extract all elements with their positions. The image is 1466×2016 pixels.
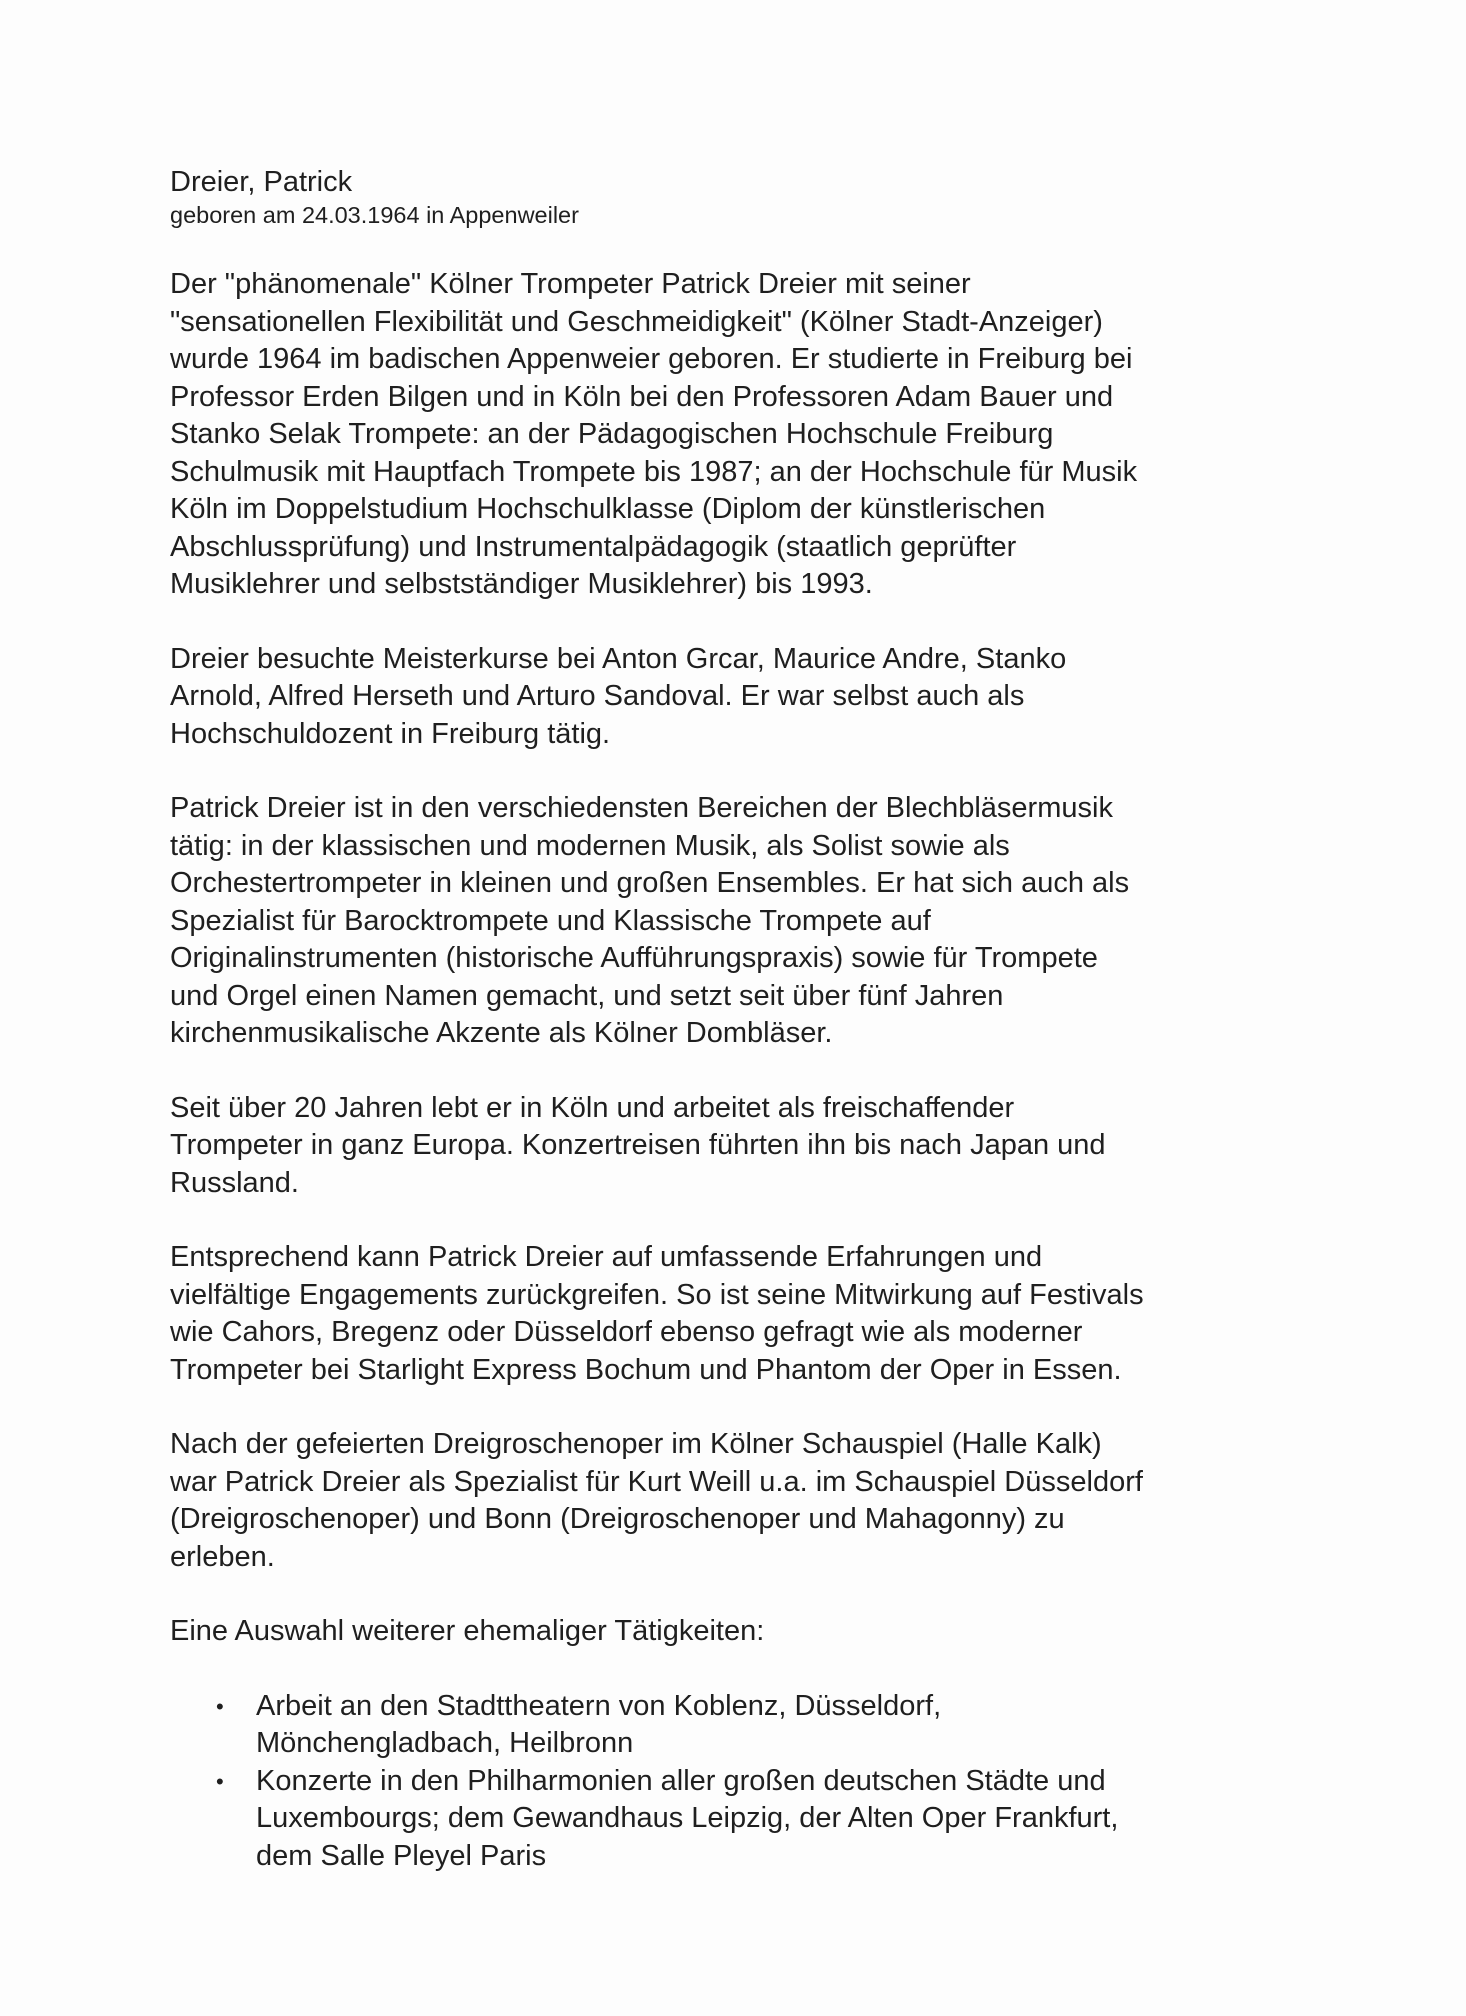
activities-list bbox=[170, 1688, 1320, 1876]
bullet-icon: • bbox=[216, 1693, 224, 1719]
document-content bbox=[170, 164, 1320, 1875]
paragraph-line: Abschlussprüfung) und Instrumentalpädagogik (staatlich geprüfter bbox=[170, 530, 1017, 563]
paragraph-line: Originalinstrumenten (historische Aufführungspraxis) sowie für Trompete bbox=[170, 942, 1098, 974]
paragraph-line: Nach der gefeierten Dreigroschenoper im Kölner Schauspiel (Halle Kalk) bbox=[170, 1428, 1102, 1460]
paragraph-line: kirchenmusikalische Akzente als Kölner Dombläser. bbox=[170, 1017, 833, 1049]
paragraph-line: Orchestertrompeter in kleinen und großen Ensembles. Er hat sich auch als bbox=[170, 867, 1130, 899]
paragraph-line: Musiklehrer und selbstständiger Musiklehrer) bis 1993. bbox=[170, 568, 873, 600]
paragraph bbox=[170, 790, 1320, 1053]
paragraph-line: Köln im Doppelstudium Hochschulklasse (Diplom der künstlerischen bbox=[170, 493, 1046, 525]
paragraph-line: wie Cahors, Bregenz oder Düsseldorf ebenso gefragt wie als moderner bbox=[170, 1316, 1083, 1348]
paragraph-line: Dreier besuchte Meisterkurse bei Anton Grcar, Maurice Andre, Stanko bbox=[170, 642, 1067, 675]
paragraph-line: Russland. bbox=[170, 1166, 299, 1199]
paragraph bbox=[170, 1239, 1320, 1389]
person-name: Dreier, Patrick bbox=[170, 166, 353, 198]
paragraph-line: (Dreigroschenoper) und Bonn (Dreigroschenoper und Mahagonny) zu bbox=[170, 1503, 1065, 1535]
paragraph-line: Arnold, Alfred Herseth und Arturo Sandoval. Er war selbst auch als bbox=[170, 680, 1025, 712]
paragraph bbox=[170, 641, 1320, 754]
paragraph-line: Professor Erden Bilgen und in Köln bei den Professoren Adam Bauer und bbox=[170, 380, 1114, 413]
biography-paragraphs bbox=[170, 266, 1320, 1651]
paragraph-line: und Orgel einen Namen gemacht, und setzt seit über fünf Jahren bbox=[170, 979, 1004, 1012]
paragraph-line: "sensationellen Flexibilität und Geschmeidigkeit" (Kölner Stadt-Anzeiger) bbox=[170, 305, 1103, 338]
paragraph bbox=[170, 1613, 1320, 1651]
birth-info: geboren am 24.03.1964 in Appenweiler bbox=[170, 202, 579, 228]
paragraph-line: erleben. bbox=[170, 1540, 275, 1573]
paragraph-line: wurde 1964 im badischen Appenweier geboren. Er studierte in Freiburg bei bbox=[170, 343, 1133, 375]
paragraph-line: Trompeter in ganz Europa. Konzertreisen führten ihn bis nach Japan und bbox=[170, 1129, 1106, 1161]
paragraph-line: Seit über 20 Jahren lebt er in Köln und arbeitet als freischaffender bbox=[170, 1091, 1015, 1124]
paragraph-line: Der "phänomenale" Kölner Trompeter Patrick Dreier mit seiner bbox=[170, 268, 971, 300]
list-item-line: Luxembourgs; dem Gewandhaus Leipzig, der Alten Oper Frankfurt, bbox=[256, 1802, 1119, 1834]
paragraph-line: Trompeter bei Starlight Express Bochum und Phantom der Oper in Essen. bbox=[170, 1353, 1122, 1386]
list-item-line: Arbeit an den Stadttheatern von Koblenz, Düsseldorf, bbox=[256, 1689, 942, 1722]
list-item-line: dem Salle Pleyel Paris bbox=[256, 1839, 547, 1872]
list-item-line: Mönchengladbach, Heilbronn bbox=[256, 1727, 634, 1759]
paragraph-line: Hochschuldozent in Freiburg tätig. bbox=[170, 717, 611, 750]
paragraph-line: war Patrick Dreier als Spezialist für Kurt Weill u.a. im Schauspiel Düsseldorf bbox=[170, 1465, 1143, 1498]
paragraph-line: Eine Auswahl weiterer ehemaliger Tätigkeiten: bbox=[170, 1615, 765, 1647]
paragraph bbox=[170, 1426, 1320, 1576]
paragraph-line: vielfältige Engagements zurückgreifen. So ist seine Mitwirkung auf Festivals bbox=[170, 1278, 1144, 1311]
paragraph bbox=[170, 266, 1320, 604]
paragraph-line: Stanko Selak Trompete: an der Pädagogischen Hochschule Freiburg bbox=[170, 418, 1054, 450]
paragraph-line: Patrick Dreier ist in den verschiedensten Bereichen der Blechbläsermusik bbox=[170, 792, 1113, 824]
list-item bbox=[170, 1688, 1320, 1763]
paragraph-line: tätig: in der klassischen und modernen Musik, als Solist sowie als bbox=[170, 829, 1010, 862]
paragraph bbox=[170, 1090, 1320, 1203]
paragraph-line: Entsprechend kann Patrick Dreier auf umfassende Erfahrungen und bbox=[170, 1241, 1043, 1273]
paragraph-line: Spezialist für Barocktrompete und Klassische Trompete auf bbox=[170, 904, 931, 937]
bullet-icon: • bbox=[216, 1768, 224, 1794]
list-item bbox=[170, 1763, 1320, 1876]
paragraph-line: Schulmusik mit Hauptfach Trompete bis 1987; an der Hochschule für Musik bbox=[170, 455, 1138, 488]
list-item-line: Konzerte in den Philharmonien aller großen deutschen Städte und bbox=[256, 1764, 1106, 1797]
